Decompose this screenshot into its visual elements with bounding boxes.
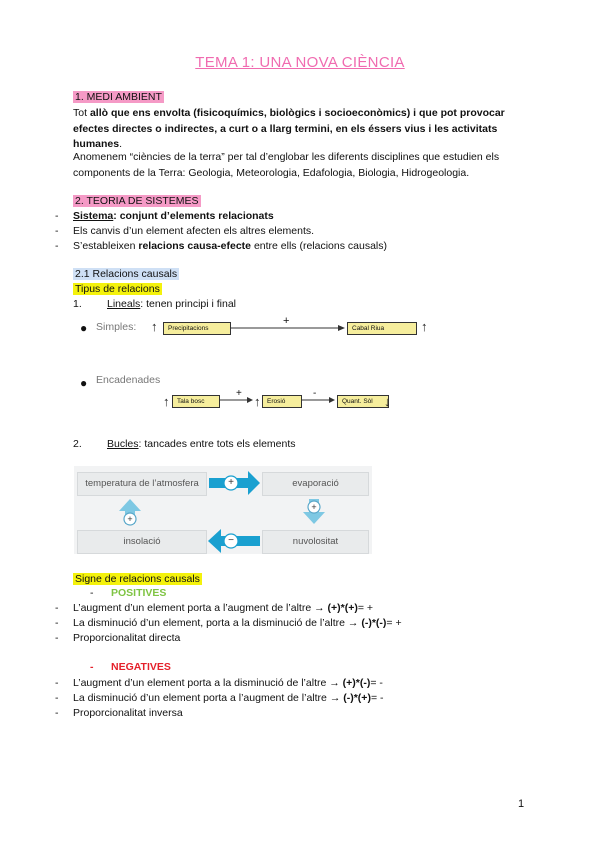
loop-arrow-bottom-head: [208, 529, 221, 553]
list-number: 2.: [73, 438, 82, 450]
list-item: L’augment d’un element porta a la disminució de l’altre → (+)*(-)= -: [73, 677, 383, 689]
list-dash: -: [55, 240, 59, 252]
loop-box-nuvolositat: nuvolositat: [262, 530, 369, 554]
positives-label: POSITIVES: [111, 587, 167, 599]
up-arrow-icon: ↑: [254, 394, 261, 409]
loop-sign-top: +: [228, 477, 234, 488]
encadenades-connector-arrowhead: [247, 397, 253, 403]
loop-box-evaporacio: evaporació: [262, 472, 369, 496]
list-dash: -: [55, 677, 59, 689]
tipus-relacions-label: Tipus de relacions: [75, 283, 160, 295]
list-dash: -: [55, 632, 59, 644]
negatives-dash: -: [90, 661, 94, 673]
section-heading-teoria-sistemes: 2. TEORIA DE SISTEMES: [75, 195, 199, 207]
list-number: 1.: [73, 298, 82, 310]
precipitacions-box: Precipitacions: [163, 322, 231, 335]
signe-heading: Signe de relacions causals: [75, 573, 200, 585]
subsection-heading: 2.1 Relacions causals: [75, 268, 178, 280]
negatives-label: NEGATIVES: [111, 661, 171, 673]
simples-sign: +: [283, 315, 290, 327]
list-item: L’augment d’un element porta a l’augment de l’altre → (+)*(+)= +: [73, 602, 374, 614]
up-arrow-icon: ↑: [163, 394, 170, 409]
list-item: La disminució d’un element porta a l’augment de l’altre → (-)*(+)= -: [73, 692, 384, 704]
loop-arrow-left-head: [119, 499, 141, 511]
list-dash: -: [55, 602, 59, 614]
encadenades-connector-arrowhead: [329, 397, 335, 403]
quant-sol-box: Quant. Sòl: [337, 395, 389, 408]
loop-arrow-top-head: [248, 471, 260, 495]
section-heading-medi-ambient: 1. MEDI AMBIENT: [75, 91, 162, 103]
page-title: TEMA 1: UNA NOVA CIÈNCIA: [195, 54, 405, 71]
list-item: Proporcionalitat directa: [73, 632, 181, 644]
list-dash: -: [55, 210, 59, 222]
list-item: S’estableixen relacions causa-efecte entre ells (relacions causals): [73, 240, 388, 252]
earth-sciences-paragraph: Anomenem “ciències de la terra” per tal d’englobar les diferents disciplines que estudien els components de la Terra: Geologia, Meteorologia, Edafologia, Biologia, Hidrogeologia.: [73, 151, 500, 179]
cabal-riua-box: Cabal Riua: [347, 322, 417, 335]
down-arrow-icon: ↓: [384, 394, 391, 409]
loop-box-insolacio: insolació: [77, 530, 207, 554]
lineals-item: Lineals: tenen principi i final: [107, 298, 237, 310]
encadenades-label: Encadenades: [96, 374, 161, 386]
loop-diagram: [74, 466, 372, 554]
list-dash: -: [55, 225, 59, 237]
bullet-dot: ●: [80, 376, 88, 390]
enc-sign-1: +: [236, 388, 242, 399]
page-number: 1: [518, 798, 525, 810]
up-arrow-icon: ↑: [151, 319, 158, 334]
loop-box-temperatura: temperatura de l’atmosfera: [77, 472, 207, 496]
bullet-dot: ●: [80, 321, 88, 335]
loop-sign-bottom: −: [228, 535, 234, 546]
positives-dash: -: [90, 587, 94, 599]
list-item: Els canvis d’un element afecten els altres elements.: [73, 225, 315, 237]
loop-arrows: [74, 466, 372, 554]
loop-sign-left: +: [127, 514, 133, 524]
simples-label: Simples:: [96, 321, 137, 333]
list-item: Sistema: conjunt d’elements relacionats: [73, 210, 274, 222]
list-item: Proporcionalitat inversa: [73, 707, 183, 719]
bucles-item: Bucles: tancades entre tots els elements: [107, 438, 296, 450]
enc-sign-2: -: [313, 388, 317, 399]
tala-bosc-box: Tala bosc: [172, 395, 220, 408]
loop-sign-right: +: [311, 502, 317, 512]
list-dash: -: [55, 707, 59, 719]
definition-paragraph: Tot allò que ens envolta (fisicoquímics, biològics i socioeconòmics) i que pot provocar efectes directes o indirectes, a curt o a llarg termini, en els éssers vius i les activitats humanes.: [73, 107, 505, 150]
list-dash: -: [55, 617, 59, 629]
list-item: La disminució d’un element, porta a la disminució de l’altre → (-)*(-)= +: [73, 617, 402, 629]
up-arrow-icon: ↑: [421, 319, 428, 334]
list-dash: -: [55, 692, 59, 704]
erosio-box: Erosió: [262, 395, 302, 408]
